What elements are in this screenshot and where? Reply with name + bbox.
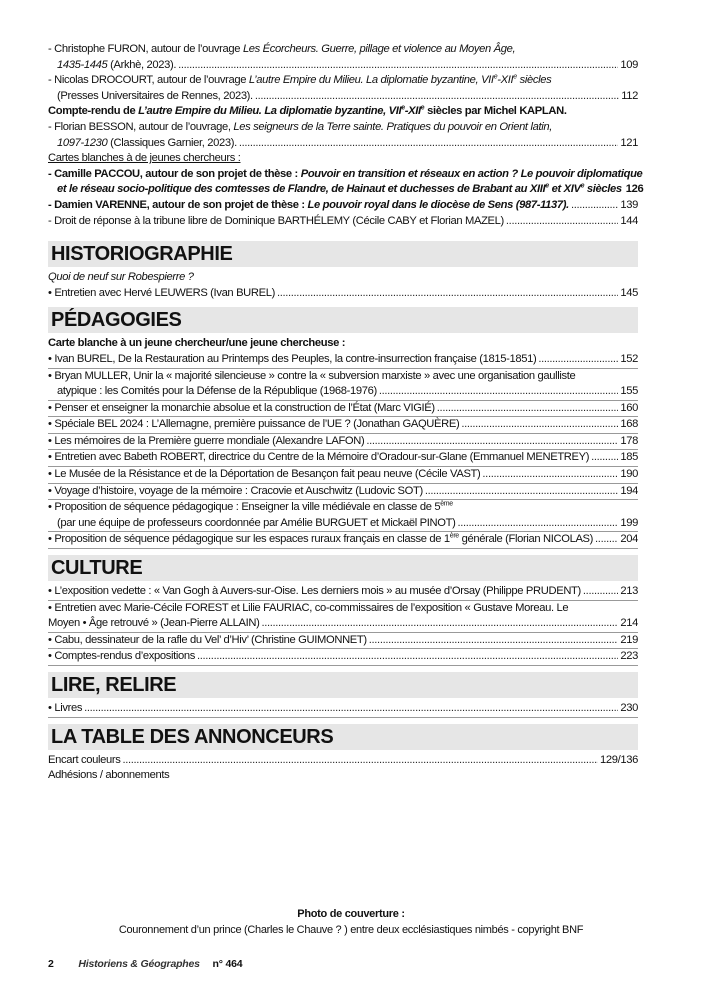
page-number: 152 (620, 352, 638, 365)
toc-entry[interactable] (48, 584, 638, 601)
page-number: 194 (620, 484, 638, 497)
toc-entry[interactable] (48, 434, 638, 451)
toc-entry-leuwers[interactable] (48, 286, 638, 302)
entry-text: • Comptes-rendus d’expositions (48, 650, 196, 663)
leader-dots (277, 286, 618, 302)
page-number: 223 (620, 650, 638, 663)
entry-text: - Christophe FURON, autour de l’ouvrage (48, 43, 243, 55)
page-number: 214 (620, 617, 638, 630)
toc-entry[interactable] (48, 417, 638, 434)
entry-text: • Proposition de séquence pédagogique sur les espaces ruraux français en classe de 1 (48, 533, 450, 546)
entry-text: (par une équipe de professeurs coordonnée par Amélie BURGUET et Mickaël PINOT) (57, 516, 456, 529)
page-number: 213 (620, 585, 638, 598)
page-number: 129/136 (600, 753, 638, 766)
toc-entry-drocourt[interactable] (48, 73, 638, 104)
entry-text: • Proposition de séquence pédagogique : Enseigner la ville médiévale en classe de 5 (48, 501, 441, 514)
entry-text: (Arkhè, 2023). (107, 58, 177, 71)
section-heading-lire-relire: LIRE, RELIRE (48, 672, 638, 698)
toc-entry-encart[interactable] (48, 753, 638, 769)
leader-dots (369, 633, 619, 649)
leader-dots (457, 516, 618, 532)
entry-text: • Entretien avec Babeth ROBERT, directrice du Centre de la Mémoire d’Oradour-sur-Glane (Emmanuel MENETREY) (48, 451, 590, 464)
section-heading-culture: CULTURE (48, 555, 638, 581)
entry-text: • Spéciale BEL 2024 : L’Allemagne, première puissance de l’UE ? (Jonathan GAQUÈRE) (48, 418, 460, 431)
leader-dots (197, 649, 618, 665)
entry-text: (Presses Universitaires de Rennes, 2023). (57, 89, 253, 102)
leader-dots (583, 584, 618, 600)
subheading-cartes-blanches: Cartes blanches à de jeunes chercheurs : (48, 152, 241, 165)
entry-text: Moyen • Âge retrouvé » (Jean-Pierre ALLAIN) (48, 617, 260, 630)
entry-text: • Bryan MULLER, Unir la « majorité silencieuse » contre la « subversion marxiste » avec une organisation gaulliste (48, 369, 576, 382)
toc-entry[interactable] (48, 467, 638, 484)
entry-text: • Penser et enseigner la monarchie absolue et la construction de l’État (Marc VIGIÉ) (48, 401, 435, 414)
leader-dots (482, 467, 618, 483)
toc-entry-adhesions[interactable] (48, 768, 638, 784)
leader-dots (178, 58, 618, 74)
leader-dots (461, 417, 618, 433)
leader-dots (571, 198, 618, 214)
page-number: 121 (620, 136, 638, 149)
entry-text: - Droit de réponse à la tribune libre de Dominique BARTHÉLEMY (Cécile CABY et Florian MAZEL) (48, 214, 504, 227)
toc-entry[interactable] (48, 369, 638, 401)
entry-text: • Le Musée de la Résistance et de la Déportation de Besançon fait peau neuve (Cécile VAST) (48, 468, 481, 481)
entry-text: (Classiques Garnier, 2023). (107, 136, 237, 149)
leader-dots (437, 401, 619, 417)
toc-entry[interactable] (48, 484, 638, 501)
leader-dots (379, 384, 619, 400)
toc-entry-kaplan[interactable]: Compte-rendu de L’autre Empire du Milieu. La diplomatie byzantine, VIIe-XIIe siècles par Michel KAPLAN. (48, 104, 567, 118)
section-heading-pedagogies: PÉDAGOGIES (48, 307, 638, 333)
entry-text: • Les mémoires de la Première guerre mondiale (Alexandre LAFON) (48, 434, 365, 447)
page-number: 112 (621, 89, 638, 102)
cover-photo-caption: Couronnement d’un prince (Charles le Chauve ? ) entre deux ecclésiastiques nimbés - copyright BNF (118, 924, 584, 936)
page-number: 144 (620, 214, 638, 227)
leader-dots (538, 352, 618, 368)
page-number: 199 (620, 516, 638, 529)
footer-issue: n° 464 (212, 958, 243, 970)
cover-photo-label: Photo de couverture : (297, 908, 405, 920)
toc-entry-droit-reponse[interactable] (48, 214, 638, 230)
toc-entry[interactable] (48, 450, 638, 467)
footer-magazine-name: Historiens & Géographes (78, 958, 200, 970)
leader-dots (591, 450, 618, 466)
entry-text: Encart couleurs (48, 753, 121, 766)
page-number: 178 (620, 434, 638, 447)
entry-text: • L’exposition vedette : « Van Gogh à Auvers-sur-Oise. Les derniers mois » au musée d’Orsay (Philippe PRUDENT) (48, 585, 581, 598)
toc-entry[interactable] (48, 633, 638, 650)
subheading-carte-blanche: Carte blanche à un jeune chercheur/une jeune chercheuse : (48, 337, 346, 350)
entry-text: Compte-rendu de (48, 105, 139, 118)
entry-title: et le réseau socio-politique des comtesses de Flandre, de Hainaut et duchesses de Brabant au XIII (57, 183, 546, 196)
toc-entry[interactable]: • Proposition de séquence pédagogique sur les espaces ruraux français en classe de 1ère générale (Florian NICOLAS) ..... 204 (48, 532, 638, 549)
section-heading-annonceurs: LA TABLE DES ANNONCEURS (48, 724, 638, 750)
entry-title: L’autre Empire du Milieu. La diplomatie byzantine, VII (138, 105, 402, 118)
toc-entry[interactable] (48, 601, 638, 633)
entry-text: atypique : les Comités pour la Défense de la République (1968-1976) (57, 385, 377, 398)
toc-entry-besson[interactable] (48, 120, 638, 151)
page-number: 139 (620, 198, 638, 211)
page-footer (48, 958, 242, 970)
entry-text: - Florian BESSON, autour de l’ouvrage, (48, 120, 234, 133)
toc-entry-livres[interactable] (48, 701, 638, 718)
toc-entry[interactable] (48, 352, 638, 369)
entry-title: 1435-1445 (57, 58, 108, 71)
page-number: 185 (620, 451, 638, 464)
toc-entry[interactable] (48, 649, 638, 666)
entry-text: • Voyage d’histoire, voyage de la mémoire : Cracovie et Auschwitz (Ludovic SOT) (48, 484, 423, 497)
leader-dots (425, 484, 619, 500)
page-number: 109 (620, 58, 638, 71)
toc-entry[interactable]: • Proposition de séquence pédagogique : Enseigner la ville médiévale en classe de 5ème (par une équipe de professeurs coordonnée par Amélie BURGUET et Mickaël PINOT) ..... 199 (48, 500, 638, 532)
leader-dots (84, 701, 618, 717)
entry-text: • Ivan BUREL, De la Restauration au Printemps des Peuples, la contre-insurrection française (1815-1851) (48, 352, 537, 365)
page-number: 145 (620, 286, 638, 299)
entry-text: • Entretien avec Hervé LEUWERS (Ivan BUREL) (48, 286, 275, 299)
entry-title: L’autre Empire du Milieu. La diplomatie byzantine, VIIe-XIIe siècles (248, 73, 552, 87)
leader-dots (239, 136, 619, 152)
leader-dots (595, 532, 618, 548)
entry-title: Pouvoir en transition et réseaux en action ? Le pouvoir diplomatique (300, 167, 643, 180)
page-number: 160 (620, 401, 638, 414)
entry-title: Le pouvoir royal dans le diocèse de Sens (987-1137). (307, 198, 569, 211)
table-of-contents (48, 42, 644, 784)
page-number: 204 (620, 533, 638, 546)
entry-text: • Cabu, dessinateur de la rafle du Vel’ d’Hiv’ (Christine GUIMONNET) (48, 633, 367, 646)
leader-dots (255, 89, 619, 105)
page-number: 126 (625, 183, 644, 196)
toc-entry-paccou[interactable]: - Camille PACCOU, autour de son projet de thèse : Pouvoir en transition et réseaux en action ? Le pouvoir diplomatique et le réseau socio-politique des comtesses de Flandre, de Hainaut et duchesses de Brabant au XIIIe et XIVe siècles 126 (48, 167, 638, 198)
leader-dots (506, 214, 618, 230)
entry-text: Adhésions / abonnements (48, 769, 170, 782)
entry-title: Les seigneurs de la Terre sainte. Pratiques du pouvoir en Orient latin, (233, 120, 552, 133)
toc-entry[interactable] (48, 401, 638, 418)
subheading-robespierre: Quoi de neuf sur Robespierre ? (48, 271, 194, 284)
footer-page-number: 2 (48, 958, 54, 970)
leader-dots (366, 434, 618, 450)
page-number: 155 (620, 385, 638, 398)
entry-title: Les Écorcheurs. Guerre, pillage et violence au Moyen Âge, (242, 43, 516, 55)
page-number: 168 (620, 418, 638, 431)
entry-title: 1097-1230 (57, 136, 108, 149)
leader-dots (261, 616, 618, 632)
entry-text: - Nicolas DROCOURT, autour de l’ouvrage (48, 74, 249, 87)
page-number: 190 (620, 468, 638, 481)
toc-entry-furon[interactable] (48, 42, 638, 73)
entry-text: • Entretien avec Marie-Cécile FOREST et Lilie FAURIAC, co-commissaires de l’exposition « Gustave Moreau. Le (48, 601, 569, 614)
leader-dots (122, 753, 598, 769)
entry-text: • Livres (48, 702, 83, 714)
entry-text: - Damien VARENNE, autour de son projet de thèse : (48, 198, 308, 211)
page-number: 219 (620, 633, 638, 646)
section-heading-historiographie: HISTORIOGRAPHIE (48, 241, 638, 267)
toc-entry-varenne[interactable] (48, 198, 638, 214)
entry-text: - Camille PACCOU, autour de son projet de thèse : (48, 167, 301, 180)
page-number: 230 (620, 702, 638, 714)
